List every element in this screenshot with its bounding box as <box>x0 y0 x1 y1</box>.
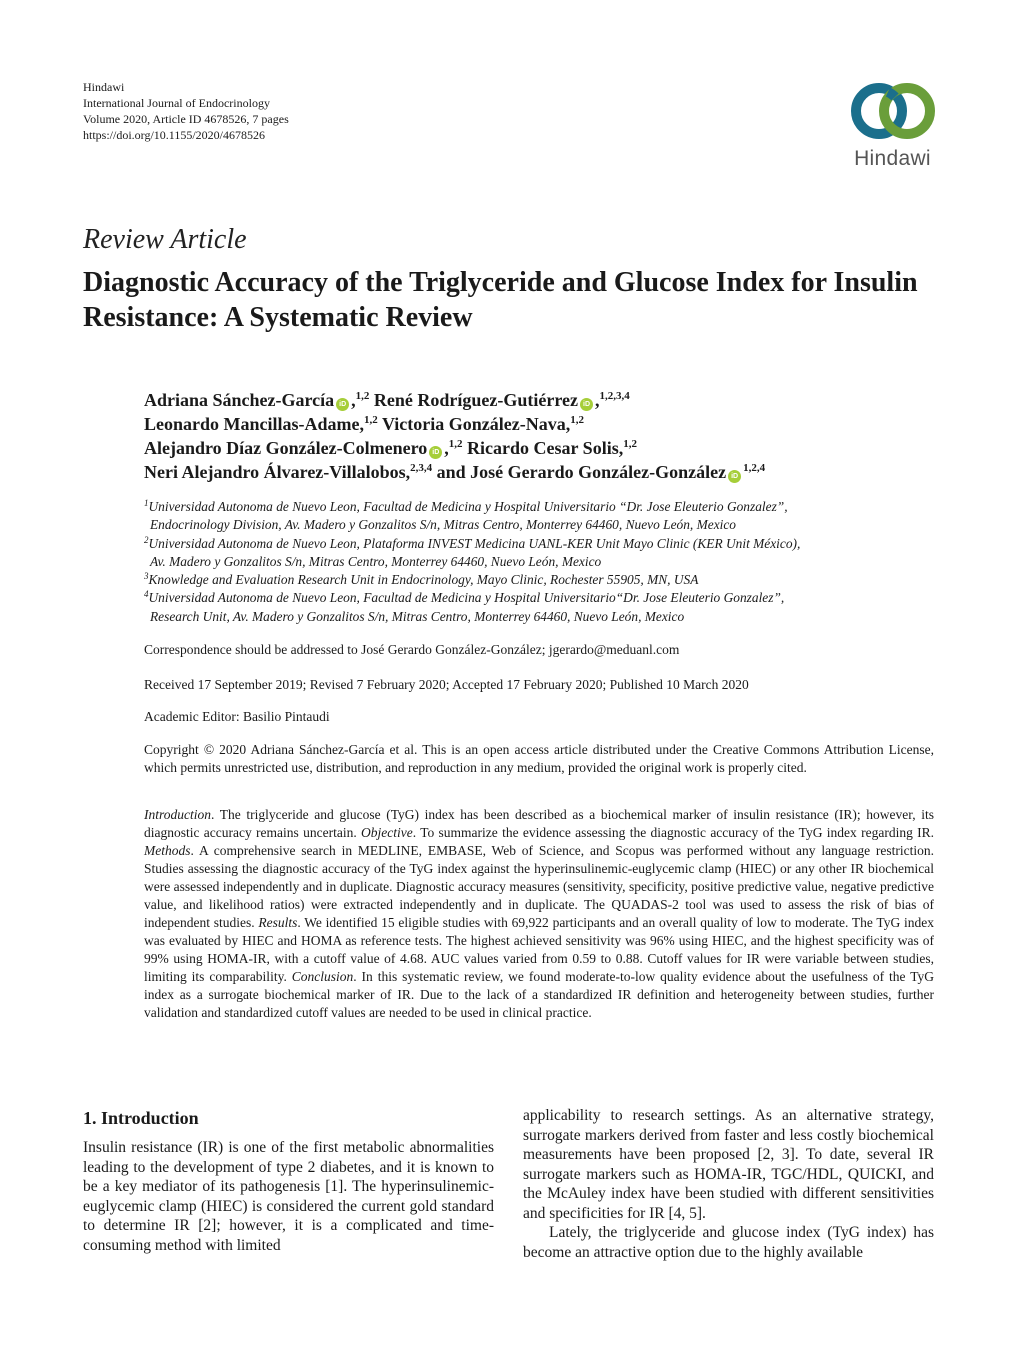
affiliation-number: 1 <box>144 498 149 508</box>
correspondence: Correspondence should be addressed to José Gerardo González-González; jgerardo@meduanl.com <box>144 642 680 657</box>
affiliation-text: Endocrinology Division, Av. Madero y Gonzalitos S/n, Mitras Centro, Monterrey 64460, Nuevo León, Mexico <box>150 517 737 533</box>
author-affil-sup: 1,2 <box>570 414 584 426</box>
author-name: Victoria González-Nava, <box>381 414 571 434</box>
logo-wordmark: Hindawi <box>854 147 931 170</box>
author-affil-sup: 1,2,3,4 <box>599 390 630 402</box>
body-paragraph: applicability to research settings. As an alternative strategy, surrogate markers derived from faster and less costly biochemical measurements have been proposed [2, 3]. To date, several IR surrogate markers such as HOMA-IR, TGC/HDL, QUICKI, and the McAuley index have been studied with different sensitivities and specificities for IR [4, 5]. <box>523 1107 934 1222</box>
author-name: Alejandro Díaz González-Colmenero <box>144 438 428 458</box>
orcid-icon[interactable]: iD <box>728 470 741 483</box>
author-line-2 <box>144 412 944 436</box>
author-affil-sup: 1,2,4 <box>743 462 766 474</box>
abstract-text: . A comprehensive search in MEDLINE, EMBASE, Web of Science, and Scopus was performed without any language restriction. Studies assessing the diagnostic accuracy of the TyG index against the hyperinsulinemic-euglycemic clamp (HIEC) or any other IR biochemical were assessed independently and in duplicate. Diagnostic accuracy measures (sensitivity, specificity, positive predictive value, negative predictive value, and likelihood ratios) were extracted independently and in duplicate. The QUADAS-2 tool was used to assess the risk of bias of independent studies. <box>144 843 934 930</box>
author-name: René Rodríguez-Gutiérrez <box>373 390 579 410</box>
abstract-label-objective: Objective <box>361 825 413 840</box>
hindawi-logo[interactable] <box>845 78 940 171</box>
affiliation-text: Universidad Autonoma de Nuevo Leon, Plataforma INVEST Medicina UANL-KER Unit Mayo Clinic (KER Unit México), <box>148 535 801 551</box>
affiliation-list <box>144 498 944 626</box>
abstract-text: . To summarize the evidence assessing the diagnostic accuracy of the TyG index regarding IR. <box>412 825 935 840</box>
hindawi-rings-icon <box>847 78 939 144</box>
affiliation-text: Knowledge and Evaluation Research Unit in Endocrinology, Mayo Clinic, Rochester 55905, MN, USA <box>148 572 699 588</box>
author-name: Leonardo Mancillas-Adame, <box>144 414 364 434</box>
article-title: Diagnostic Accuracy of the Triglyceride and Glucose Index for Insulin Resistance: A Systematic Review <box>83 267 918 333</box>
affiliation-1 <box>144 498 944 535</box>
author-name: and José Gerardo González-González <box>436 462 727 482</box>
affiliation-4 <box>144 589 944 626</box>
author-affil-sup: 1,2 <box>623 438 637 450</box>
academic-editor: Academic Editor: Basilio Pintaudi <box>144 709 330 724</box>
affiliation-2 <box>144 535 944 572</box>
author-line-1: Adriana Sánchez-García iD ,$^{1,2}$ René Rodríguez-Gutiérrez iD ,$^{1,2,3,4}$ <box>144 390 630 410</box>
author-affil-sup: 1,2 <box>448 438 463 450</box>
author-list <box>144 388 944 484</box>
section-heading: 1. Introduction <box>83 1108 199 1128</box>
affiliation-text: Av. Madero y Gonzalitos S/n, Mitras Centro, Monterrey 64460, Nuevo León, Mexico <box>150 553 602 569</box>
affiliation-text: Universidad Autonoma de Nuevo Leon, Facultad de Medicina y Hospital Universitario “Dr. Jose Eleuterio Gonzalez”, <box>148 499 788 514</box>
author-line-3: Alejandro Díaz González-Colmenero iD ,$^{1,2}$ Ricardo Cesar Solis,$^{1,2}$ <box>144 438 637 458</box>
author-affil-sup: 1,2 <box>355 390 370 402</box>
author-name: Adriana Sánchez-García <box>144 390 335 410</box>
volume-info: Volume 2020, Article ID 4678526, 7 pages <box>83 112 289 126</box>
affiliation-number: 4 <box>144 589 149 600</box>
abstract-label-introduction: Introduction <box>144 807 211 822</box>
abstract <box>144 806 934 1022</box>
journal-name: International Journal of Endocrinology <box>83 96 270 110</box>
abstract-label-conclusion: Conclusion <box>291 969 354 984</box>
author-name: Neri Alejandro Álvarez-Villalobos, <box>144 462 411 482</box>
body-column-right <box>523 1106 934 1262</box>
abstract-text: . In this systematic review, we found moderate-to-low quality evidence about the usefulness of the TyG index as a surrogate biochemical marker of IR. Due to the lack of a standardized IR definition and heterogeneity between studies, further validation and standardized cutoff values are needed to be used in clinical practice. <box>144 969 935 1020</box>
author-name: Ricardo Cesar Solis, <box>467 438 624 458</box>
copyright-notice: Copyright © 2020 Adriana Sánchez-García et al. This is an open access article distributed under the Creative Commons Attribution License, which permits unrestricted use, distribution, and reproduction in any medium, provided the original work is properly cited. <box>144 742 934 775</box>
author-line-4 <box>144 460 944 484</box>
abstract-text: . The triglyceride and glucose (TyG) index has been described as a biochemical marker of insulin resistance (IR); however, its diagnostic accuracy remains uncertain. <box>144 807 934 840</box>
abstract-label-results: Results <box>258 915 298 930</box>
affiliation-number: 3 <box>144 571 149 582</box>
article-type: Review Article <box>83 224 247 255</box>
affiliation-text: Universidad Autonoma de Nuevo Leon, Facultad de Medicina y Hospital Universitario“Dr. Jose Eleuterio Gonzalez”, <box>148 590 785 606</box>
orcid-icon[interactable]: iD <box>580 398 593 411</box>
affiliation-3 <box>144 571 944 589</box>
affiliation-text: Research Unit, Av. Madero y Gonzalitos S/n, Mitras Centro, Monterrey 64460, Nuevo León, Mexico <box>150 608 685 624</box>
body-paragraph: Insulin resistance (IR) is one of the first metabolic abnormalities leading to the development of type 2 diabetes, and it is known to be a key mediator of its pathogenesis [1]. The hyperinsulinemic-euglycemic clamp (HIEC) is considered the current gold standard to determine IR [2]; however, it is a complicated and time-consuming method with limited <box>83 1139 494 1254</box>
author-affil-sup: 1,2 <box>364 414 378 426</box>
abstract-text: . We identified 15 eligible studies with 69,922 participants and an overall quality of low to moderate. The TyG index was evaluated by HIEC and HOMA as reference tests. The highest achieved sensitivity was 96% using HIEC, and the highest specificity was of 99% using HOMA-IR, with a cutoff value of 4.68. AUC values varied from 0.59 to 0.88. Cutoff values for IR were variable between studies, limiting its comparability. <box>144 915 934 984</box>
body-column-left <box>83 1106 494 1255</box>
doi-link[interactable]: https://doi.org/10.1155/2020/4678526 <box>83 128 266 142</box>
body-paragraph: Lately, the triglyceride and glucose index (TyG index) has become an attractive option due to the highly available <box>523 1224 934 1261</box>
orcid-icon[interactable]: iD <box>336 398 349 411</box>
abstract-label-methods: Methods <box>144 843 191 858</box>
author-affil-sup: 2,3,4 <box>410 462 433 474</box>
publication-dates: Received 17 September 2019; Revised 7 February 2020; Accepted 17 February 2020; Published 10 March 2020 <box>144 677 749 692</box>
affiliation-number: 2 <box>144 534 149 545</box>
orcid-icon[interactable]: iD <box>429 446 442 459</box>
journal-header <box>83 79 289 143</box>
publisher-name: Hindawi <box>83 80 125 94</box>
